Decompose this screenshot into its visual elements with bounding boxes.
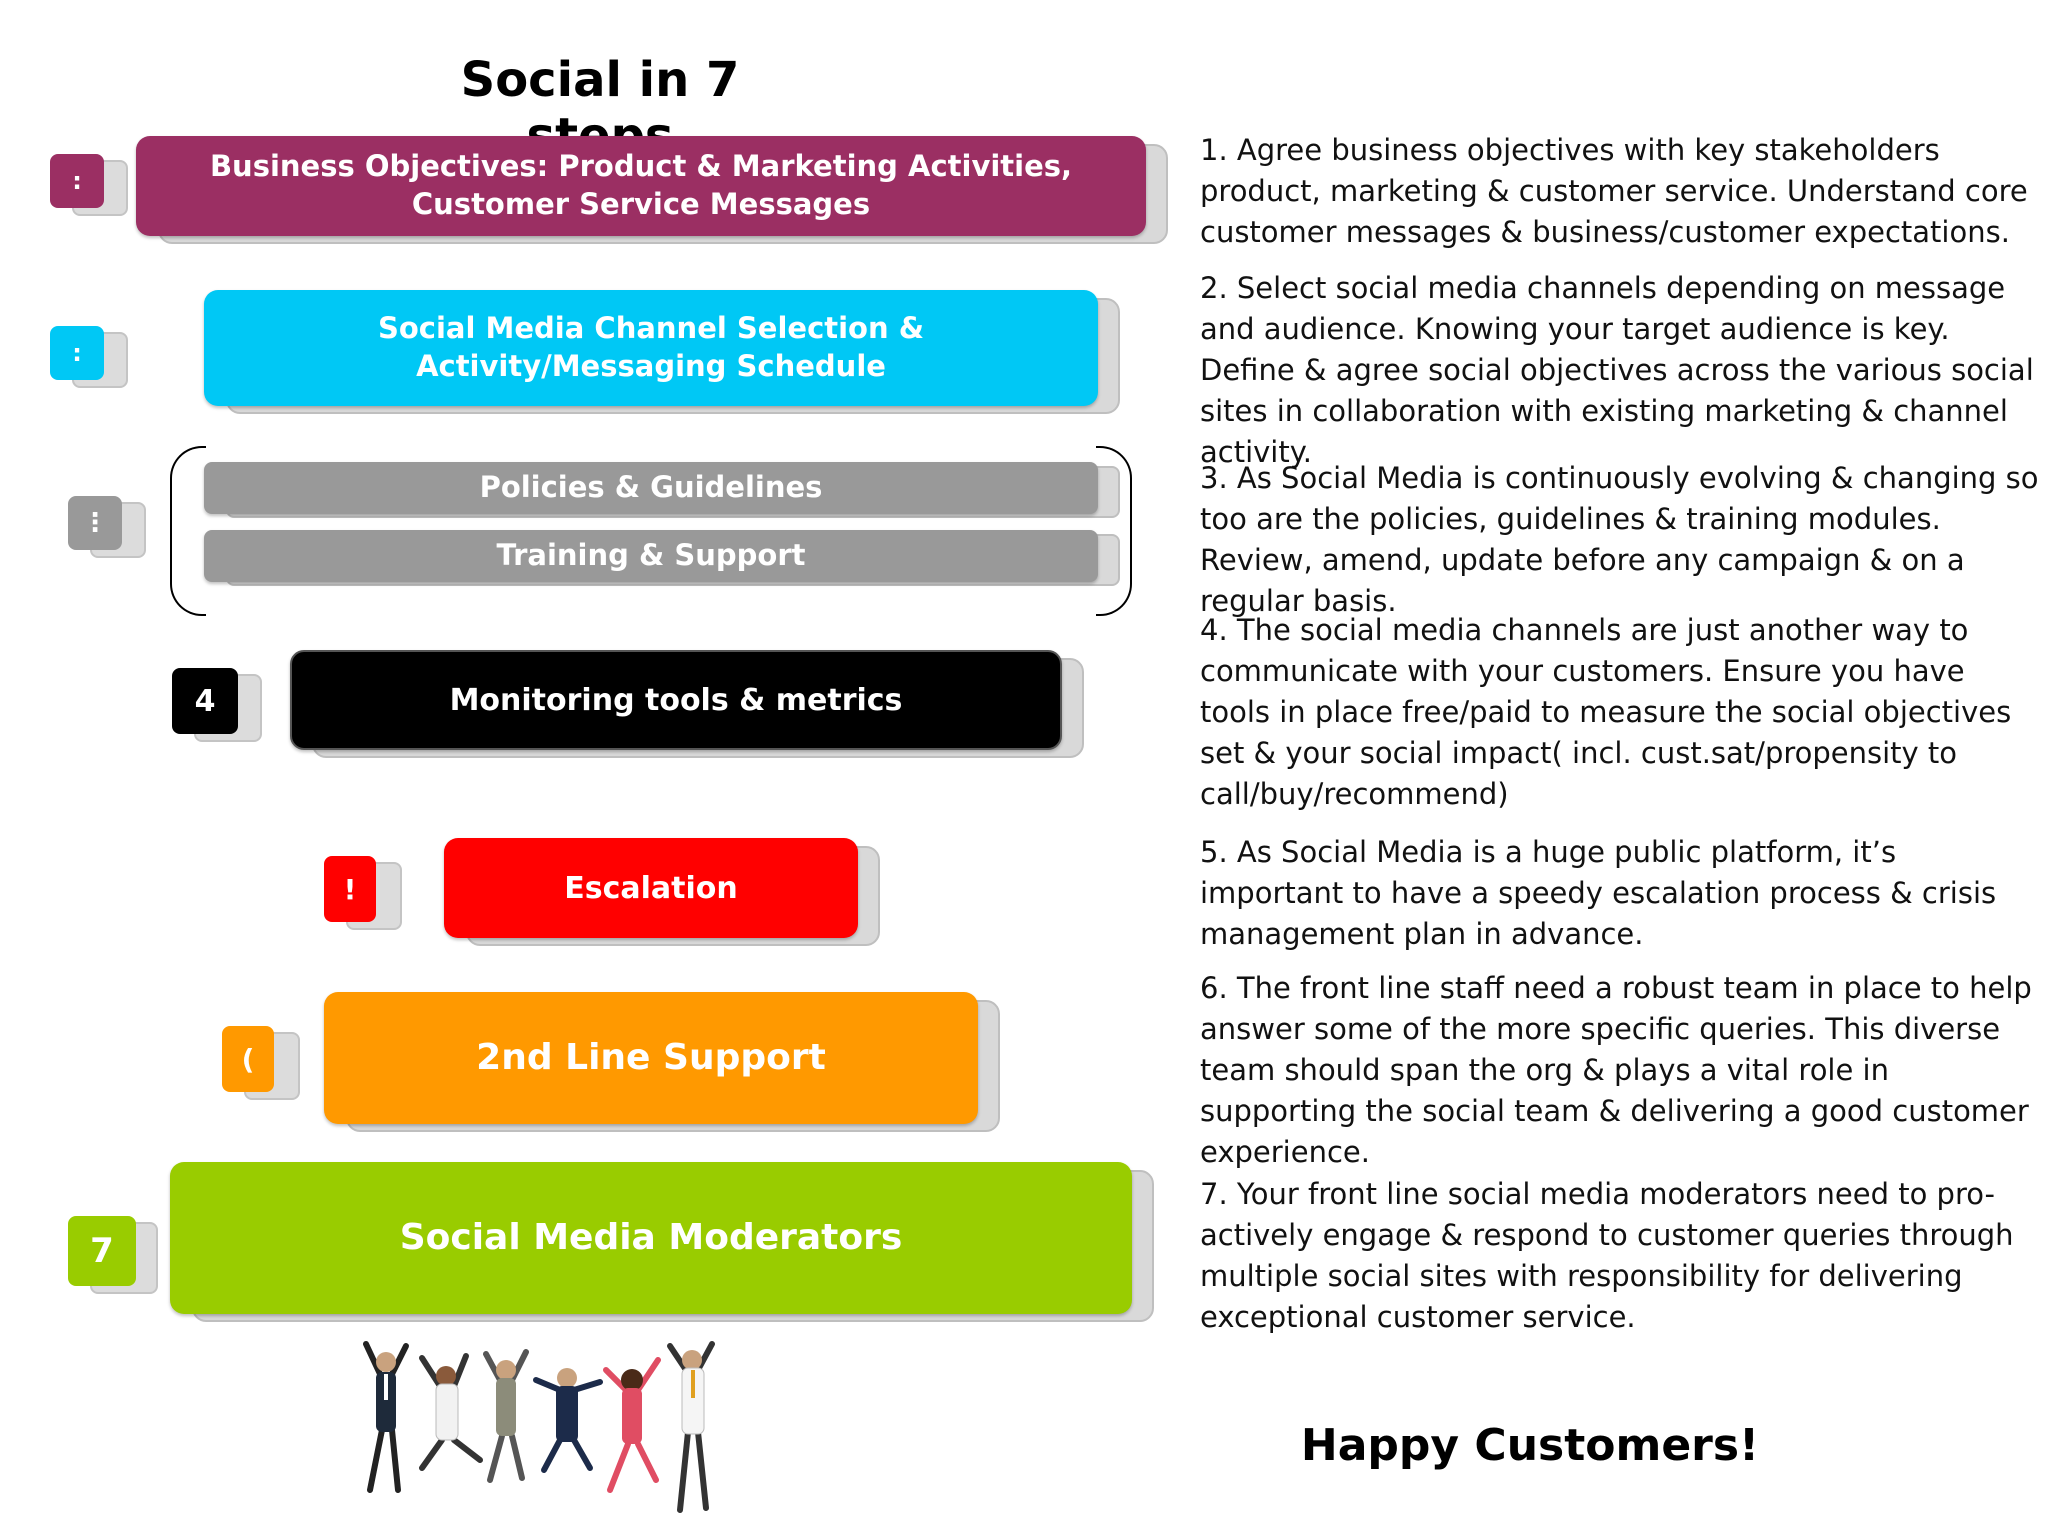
step-2-description: 2. Select social media channels depending on message and audience. Knowing your target audience is key. Define & agree social objectives across the various social sites in collaboration with existing marketing & channel activity. xyxy=(1200,271,2034,469)
step-1-bar xyxy=(136,136,1168,244)
step-6-description: 6. The front line staff need a robust team in place to help answer some of the more specific queries. This diverse team should span the org & plays a vital role in supporting the social team & delivering a good customer experience. xyxy=(1200,971,2032,1169)
second-line-support-label: 2nd Line Support xyxy=(324,992,978,1124)
page-title: Social in 7 xyxy=(460,52,740,108)
training-support-label: Training & Support xyxy=(204,530,1098,582)
step-1-badge: : xyxy=(50,154,130,216)
step-5-badge: ! xyxy=(324,856,404,930)
monitoring-tools-label: Monitoring tools & metrics xyxy=(290,650,1062,750)
step-3-policies-bar xyxy=(204,462,1120,518)
step-3-training-bar xyxy=(204,530,1120,586)
step-6-badge: ( xyxy=(222,1026,302,1100)
step-5-description: 5. As Social Media is a huge public platform, it’s important to have a speedy escalation process & crisis management plan in advance. xyxy=(1200,835,1997,951)
step-3-badge: ⋮ xyxy=(68,496,148,558)
step-4-description: 4. The social media channels are just another way to communicate with your customers. Ensure you have tools in place free/paid to measure the social objectives set & your social impact( incl. cust.sat/propensity to call/buy/recommend) xyxy=(1200,613,2012,811)
step-2-badge: : xyxy=(50,326,130,388)
step-7-bar xyxy=(170,1162,1154,1322)
business-objectives-label: Business Objectives: Product & Marketing Activities, Customer Service Messages xyxy=(136,136,1146,236)
step-3-description: 3. As Social Media is continuously evolving & changing so too are the policies, guidelines & training modules. Review, amend, update before any campaign & on a regular basis. xyxy=(1200,461,2039,618)
step-7-description: 7. Your front line social media moderators need to pro-actively engage & respond to customer queries through multiple social sites with responsibility for delivering exceptional customer service. xyxy=(1200,1177,2014,1334)
step-2-bar xyxy=(204,290,1120,414)
jumping-people-illustration xyxy=(340,1340,830,1536)
step-4-bar xyxy=(290,650,1084,758)
step-4-badge: 4 xyxy=(172,668,268,744)
policies-guidelines-label: Policies & Guidelines xyxy=(204,462,1098,514)
happy-customers-heading: Happy Customers! xyxy=(1300,1420,1760,1471)
step-5-bar xyxy=(444,838,880,946)
social-media-moderators-label: Social Media Moderators xyxy=(170,1162,1132,1314)
escalation-label: Escalation xyxy=(444,838,858,938)
step-7-badge: 7 xyxy=(68,1216,164,1296)
step-3-left-bracket xyxy=(170,446,206,616)
step-6-bar xyxy=(324,992,1000,1132)
step-1-description: 1. Agree business objectives with key stakeholders product, marketing & customer service. Understand core customer messages & business/customer expectations. xyxy=(1200,133,2028,249)
channel-selection-label: Social Media Channel Selection & Activity/Messaging Schedule xyxy=(204,290,1098,406)
